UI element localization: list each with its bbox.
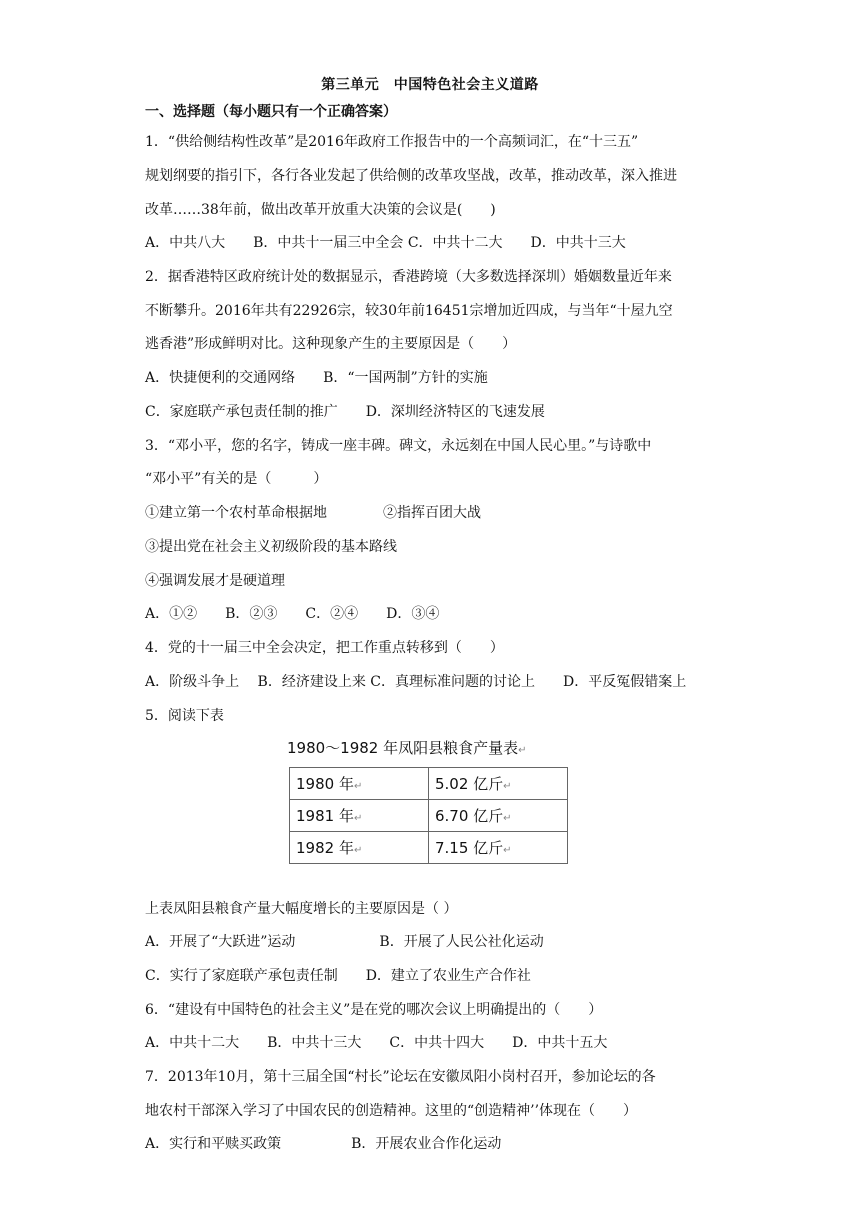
question-3-item-4: ④强调发展才是硬道理	[145, 573, 285, 589]
question-6-options: A．中共十二大 B．中共十三大 C．中共十四大 D．中共十五大	[145, 1035, 608, 1051]
question-5-line-1: 5．阅读下表	[145, 708, 224, 724]
question-2-line-2: 不断攀升。2016年共有22926宗，较30年前16451宗增加近四成，与当年“十屋九空	[145, 303, 673, 319]
question-1-line-3: 改革……38年前，做出改革开放重大决策的会议是( )	[145, 202, 496, 218]
question-1-line-2: 规划纲要的指引下，各行各业发起了供给侧的改革攻坚战，改革，推动改革，深入推进	[145, 168, 677, 184]
grain-yield-table	[289, 767, 568, 864]
question-7-line-2: 地农村干部深入学习了中国农民的创造精神。这里的“创造精神’’体现在（ ）	[145, 1103, 638, 1119]
table-cell-value: 6.70 亿斤↵	[429, 800, 568, 832]
question-4-line-1: 4．党的十一届三中全会决定，把工作重点转移到（ ）	[145, 640, 504, 656]
table-caption	[287, 737, 587, 758]
question-7-options-ab: A．实行和平赎买政策 B．开展农业合作化运动	[145, 1136, 502, 1152]
question-3-options: A．①② B．②③ C．②④ D．③④	[145, 606, 440, 622]
section-heading: 一、选择题（每小题只有一个正确答案）	[145, 104, 397, 120]
question-2-line-1: 2．据香港特区政府统计处的数据显示，香港跨境（大多数选择深圳）婚姻数量近年来	[145, 269, 672, 285]
question-5-options-cd: C．实行了家庭联产承包责任制 D．建立了农业生产合作社	[145, 968, 531, 984]
table-cell-year: 1981 年↵	[290, 800, 429, 832]
question-4-options: A．阶级斗争上 B．经济建设上来 C．真理标准问题的讨论上 D．平反冤假错案上	[145, 674, 687, 690]
question-6-line-1: 6．“建设有中国特色的社会主义”是在党的哪次会议上明确提出的（ ）	[145, 1002, 603, 1018]
question-2-options-ab: A．快捷便利的交通网络 B．“一国两制”方针的实施	[145, 370, 488, 386]
grain-table-wrap	[289, 767, 568, 864]
question-2-options-cd: C．家庭联产承包责任制的推广 D．深圳经济特区的飞速发展	[145, 404, 545, 420]
table-row	[290, 768, 568, 800]
question-5-stem: 上表凤阳县粮食产量大幅度增长的主要原因是（ ）	[145, 901, 458, 917]
question-2-line-3: 逃香港”形成鲜明对比。这种现象产生的主要原因是（ ）	[145, 336, 517, 352]
question-3-item-12: ①建立第一个农村革命根据地 ②指挥百团大战	[145, 505, 481, 521]
paragraph-mark: ↵	[518, 745, 527, 756]
question-7-line-1: 7．2013年10月，第十三届全国“村长”论坛在安徽凤阳小岗村召开，参加论坛的各	[145, 1069, 656, 1085]
table-row	[290, 832, 568, 864]
question-3-item-3: ③提出党在社会主义初级阶段的基本路线	[145, 539, 397, 555]
table-row	[290, 800, 568, 832]
table-cell-year: 1982 年↵	[290, 832, 429, 864]
question-1-line-1: 1．“供给侧结构性改革”是2016年政府工作报告中的一个高频词汇，在“十三五”	[145, 134, 639, 150]
question-3-line-2: “邓小平”有关的是（ ）	[145, 471, 328, 487]
question-3-line-1: 3．“邓小平，您的名字，铸成一座丰碑。碑文，永远刻在中国人民心里。”与诗歌中	[145, 438, 652, 454]
table-cell-value: 7.15 亿斤↵	[429, 832, 568, 864]
table-cell-year: 1980 年↵	[290, 768, 429, 800]
question-1-options: A．中共八大 B．中共十一届三中全会 C．中共十二大 D．中共十三大	[145, 235, 626, 251]
table-cell-value: 5.02 亿斤↵	[429, 768, 568, 800]
table-caption-text: 1980～1982 年凤阳县粮食产量表	[287, 739, 519, 757]
page-title: 第三单元 中国特色社会主义道路	[321, 77, 539, 93]
question-5-options-ab: A．开展了“大跃进”运动 B．开展了人民公社化运动	[145, 934, 544, 950]
